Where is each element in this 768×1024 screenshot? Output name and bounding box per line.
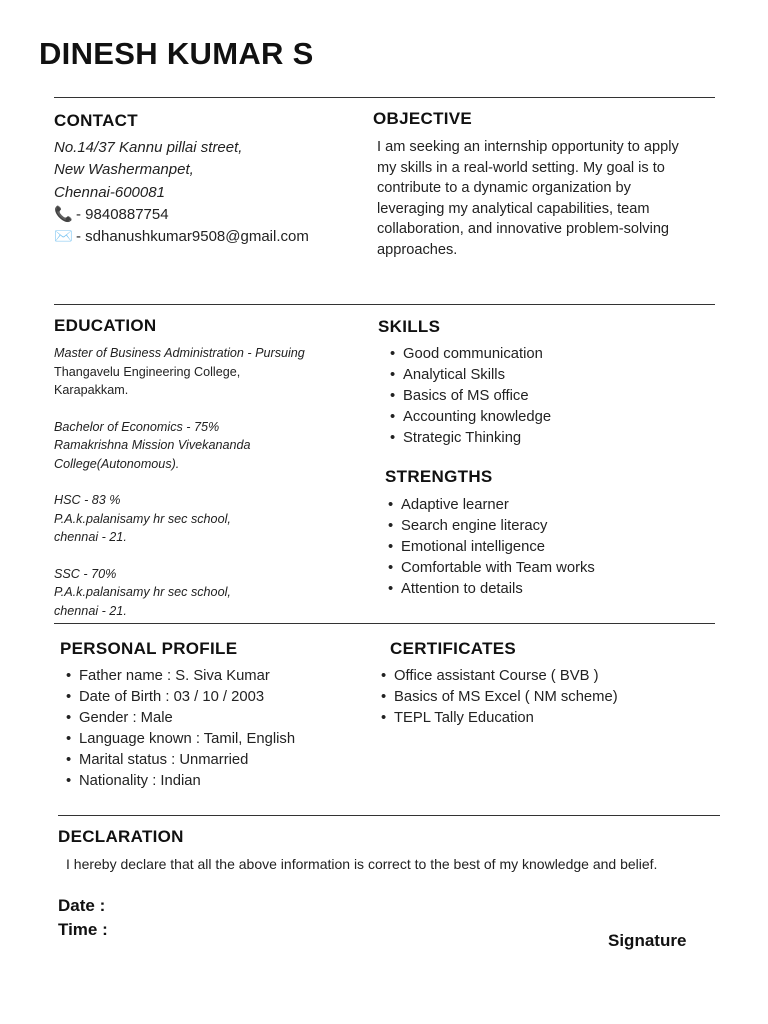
education-location: Karapakkam. (54, 383, 129, 397)
education-institution: P.A.k.palanisamy hr sec school, (54, 511, 231, 526)
contact-address (54, 137, 242, 204)
list-item: • Accounting knowledge (390, 407, 551, 428)
list-item: • Office assistant Course ( BVB ) (381, 666, 618, 687)
list-item: • Good communication (390, 344, 551, 365)
objective-line: leveraging my analytical capabilities, team (377, 200, 650, 217)
email-address: - sdhanushkumar9508@gmail.com (76, 228, 309, 246)
declaration-text: I hereby declare that all the above information is correct to the best of my knowledge and belief. (66, 856, 658, 872)
phone-icon: 📞 (54, 206, 73, 223)
personal-profile-list (66, 666, 295, 792)
list-item: • Date of Birth : 03 / 10 / 2003 (66, 687, 295, 708)
education-location: College(Autonomous). (54, 456, 180, 471)
education-institution: P.A.k.palanisamy hr sec school, (54, 585, 231, 599)
strengths-heading: STRENGTHS (385, 467, 493, 486)
objective-text (377, 137, 679, 261)
list-item: • Emotional intelligence (388, 537, 595, 558)
education-list (54, 344, 305, 620)
personal-profile-heading: PERSONAL PROFILE (60, 639, 238, 658)
address-line: New Washermanpet, (54, 161, 194, 179)
education-location: chennai - 21. (54, 603, 127, 618)
objective-heading: OBJECTIVE (373, 109, 473, 128)
certificates-heading: CERTIFICATES (390, 639, 517, 658)
list-item: • Marital status : Unmarried (66, 750, 295, 771)
list-item: • Analytical Skills (390, 365, 551, 386)
objective-line: my skills in a real-world setting. My goal is to (377, 159, 665, 176)
education-institution: Thangavelu Engineering College, (54, 364, 241, 379)
list-item: • Basics of MS Excel ( NM scheme) (381, 687, 618, 708)
list-item: • Language known : Tamil, English (66, 729, 295, 750)
section-divider (58, 815, 720, 816)
phone-row (54, 204, 309, 226)
skills-list (390, 344, 551, 449)
education-degree: SSC - 70% (54, 566, 117, 581)
time-label: Time : (58, 920, 108, 939)
section-divider (54, 304, 715, 305)
list-item: • Nationality : Indian (66, 771, 295, 792)
list-item: • Father name : S. Siva Kumar (66, 666, 295, 687)
section-divider (54, 97, 715, 98)
email-icon: ✉️ (54, 228, 73, 246)
education-location: chennai - 21. (54, 530, 127, 544)
education-degree: Bachelor of Economics - 75% (54, 419, 220, 434)
phone-number: - 9840887754 (76, 206, 169, 223)
list-item: • Basics of MS office (390, 386, 551, 407)
list-item: • Adaptive learner (388, 495, 595, 516)
education-institution: Ramakrishna Mission Vivekananda (54, 438, 251, 452)
declaration-heading: DECLARATION (58, 827, 184, 846)
skills-heading: SKILLS (378, 317, 441, 336)
contact-heading: CONTACT (54, 111, 138, 130)
signature-label: Signature (608, 931, 687, 950)
education-degree: Master of Business Administration - Pursuing (54, 346, 305, 360)
list-item: • TEPL Tally Education (381, 708, 618, 729)
date-label: Date : (58, 896, 106, 915)
address-line: No.14/37 Kannu pillai street, (54, 139, 243, 156)
objective-line: I am seeking an internship opportunity to apply (377, 139, 679, 155)
objective-line: contribute to a dynamic organization by (377, 180, 631, 197)
certificates-list (381, 666, 618, 729)
contact-details (54, 204, 309, 249)
list-item: • Comfortable with Team works (388, 558, 595, 579)
section-divider (54, 623, 715, 624)
list-item: • Strategic Thinking (390, 428, 551, 449)
list-item: • Attention to details (388, 579, 595, 600)
objective-line: approaches. (377, 241, 458, 258)
education-degree: HSC - 83 % (54, 493, 121, 507)
objective-line: collaboration, and innovative problem-solving (377, 221, 670, 238)
strengths-list (388, 495, 595, 600)
education-heading: EDUCATION (54, 316, 157, 335)
address-line: Chennai-600081 (54, 183, 165, 201)
list-item: • Search engine literacy (388, 516, 595, 537)
email-row (54, 226, 309, 248)
list-item: • Gender : Male (66, 708, 295, 729)
resume-name: DINESH KUMAR S (39, 36, 314, 71)
